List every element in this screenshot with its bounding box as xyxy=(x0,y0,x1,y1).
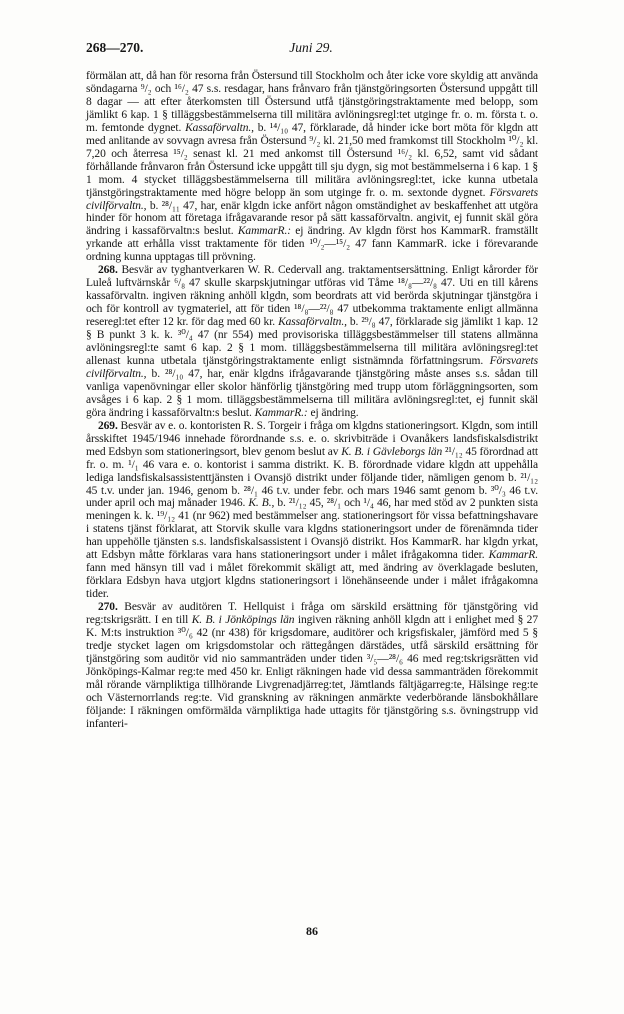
header-case-range: 268—270. xyxy=(86,40,144,55)
case-270-text-1: Besvär av auditören T. Hellquist i fråga om särskild ersättning för tjänstgöring vid reg:tskrigsrätt. I en till xyxy=(86,601,538,627)
case-268-authority-1: Kassaförvaltn., xyxy=(278,316,347,329)
case-268-text-1: Besvär av tyghantverkaren W. R. Cedervall ang. traktamentsersättning. Enligt kårorder för Luleå luftvärnskår ⁶/₈ 47 skulle skarpskjutningar utföras vid Tåme ¹⁸/₈—²²/₈ 47. Uti en till kårens kassaförvaltn. ingiven räkning anhöll klgdn, som beordrats att vid berörda skjutningar tjänstgöra i och för kontroll av tygmateriel, att för tiden ¹⁸/₈—²²/₈ 47 utbekomma traktamente enligt allmänna reseregl:tet efter 12 kr. för dag med 60 kr. xyxy=(86,264,539,329)
document-body xyxy=(86,70,538,731)
case-269-authority-2: K. B., xyxy=(248,497,275,510)
intro-authority-1: Kassaförvaltn., xyxy=(185,121,254,134)
case-269-text-4: fann med hänsyn till vad i målet förekommit skäligt att, med ändring av överklagade besluten, förklara Edsbyn hava utgjort klgdns stationeringsort i lönehänseende under i målet ifrågakomna tider. xyxy=(86,562,538,601)
case-269-text-3: b. ²¹/₁₂ 45, ²⁸/₁ och ¹/₄ 46, har med stöd av 2 punkten sista meningen k. k. ¹⁹/₁₂ 41 (nr 962) med bestämmelser ang. stationeringsort för vissa befattningshavare i statens tjänst förklarat, att Storvik skulle vara klgdns stationeringsort under de förenämnda tider han uppehölle tjänsten s.s. landsfiskalsassistent i Ovansjö distrikt. Hos KammarR. har klgdn yrkat, att Edsbyn måtte förklaras vara hans stationeringsort under i målet ifrågakomna tider. xyxy=(86,497,538,562)
case-268-paragraph xyxy=(86,264,538,419)
case-269-authority-1: K. B. i Gävleborgs län xyxy=(341,445,443,458)
case-270-authority-1: K. B. i Jönköpings län xyxy=(191,614,295,627)
intro-authority-2: Försvarets civilförvaltn., xyxy=(86,186,539,212)
case-270-paragraph xyxy=(86,601,538,731)
case-269-text-2: ²¹/₁₂ 45 förordnad att fr. o. m. ¹/₁ 46 vara e. o. kontorist i samma distrikt. K. B. förordnade vidare klgdn att uppehålla lediga landsfiskalsassistenttjänsten i Ovansjö distrikt under följande tider, nämligen genom b. ²¹/₁₂ 45 t.v. under jan. 1946, genom b. ²⁸/₁ 46 t.v. under febr. och mars 1946 samt genom b. ³⁰/₃ 46 t.v. under april och maj månader 1946. xyxy=(86,445,539,510)
header-date: Juni 29. xyxy=(289,40,333,55)
intro-text-1: förmälan att, då han för resorna från Östersund till Stockholm och åter icke vore skyldig att använda söndagarna ⁹/₂ och ¹⁶/₂ 47 s.s. resdagar, hans frånvaro från tjänstgöringsorten Östersund uppgått till 8 dagar — att efter återkomsten till Östersund utfå tjänstgöringstraktamente med belopp, som jämlikt 6 kap. 1 § tilläggsbestämmelserna till militära avlöningsregl:tet utginge fr. o. m. första t. o. m. femtonde dygnet. xyxy=(86,70,538,134)
case-270-number: 270. xyxy=(98,601,118,614)
intro-text-3: b. ²⁸/₁₁ 47, har, enär klgdn icke anfört någon omständighet av beskaffenhet att utgöra hinder för honom att företaga ifrågavarande resor på sätt kassaförvaltn. angivit, ej funnit skäl göra ändring i kassaförvaltn:s beslut. xyxy=(86,199,538,238)
case-269-paragraph xyxy=(86,420,538,601)
page-number: 86 xyxy=(306,924,318,938)
intro-text-4: ej ändring. Av klgdn först hos KammarR. framställt yrkande att erhålla visst traktamente för tiden ¹⁰/₂—¹⁵/₂ 47 fann KammarR. icke i förevarande ordning kunna upptagas till prövning. xyxy=(86,225,539,264)
case-269-authority-3: KammarR. xyxy=(488,549,538,562)
case-270-text-2: ingiven räkning anhöll klgdn att i enlighet med § 27 K. M:ts instruktion ³⁰/₆ 42 (nr 438) för krigsdomare, auditörer och krigsfiskaler, jämförd med 5 § tredje stycket lagen om krigsdomstolar och rättegången därstädes, utfå särskild ersättning för tjänstgöring som auditör vid nio sammanträden under tiden ³/₅—²⁸/₆ 46 med reg:tskrigsrätten vid Jönköpings-Kalmar reg:te med 450 kr. Enligt räkningen hade vid dessa sammanträden förekommit mål rörande värnpliktiga tillhörande Livgrenadjärreg:tet, Jämtlands fältjägarreg:te, Hälsinge reg:te och Västernorrlands reg:te. Vid granskning av räkningen anmärkte vederbörande länsbokhållare följande: I räkningen omförmälda värnpliktiga hade uttagits för tjänstgöring s.s. övningstrupp vid infanteri- xyxy=(86,614,538,730)
case-269-text-1: Besvär av e. o. kontoristen R. S. Torgeir i fråga om klgdns stationeringsort. Klgdn, som intill årsskiftet 1945/1946 innehade förordnande s.s. e. o. skrivbiträde i Ovanåkers landsfiskalsdistrikt med Edsbyn som stationeringsort, blev genom beslut av xyxy=(86,419,538,458)
continued-paragraph xyxy=(86,70,538,264)
intro-text-2: b. ¹⁴/₁₀ 47, förklarade, då hinder icke bort möta för klgdn att med anlitande av sovvagn avresa från Östersund ⁹/₂ kl. 21,50 med framkomst till Stockholm ¹⁰/₂ kl. 7,20 och återresa ¹⁵/₂ senast kl. 21 med ankomst till Östersund ¹⁶/₂ kl. 6,52, samt vid sådant förhållande frånvaron från Östersund icke uppgått till sju dygn, sig mot bestämmelserna i 6 kap. 1 § 1 mom. 4 stycket tilläggsbestämmelserna till militära avlöningsregl:tet, icke kunna utbetala tjänstgöringstraktamente med högre belopp än som utginge fr. o. m. sextonde dygnet. xyxy=(86,121,538,199)
running-header xyxy=(86,40,536,60)
case-268-authority-2: Försvarets civilförvaltn., xyxy=(86,354,538,380)
intro-authority-3: KammarR.: xyxy=(237,225,291,238)
case-268-text-2: b. ²⁹/₈ 47, förklarade sig jämlikt 1 kap. 12 § B punkt 3 k. k. ³⁰/₄ 47 (nr 554) med provisoriska tilläggsbestämmelser till statens allmänna avlöningsregl:te samt 6 kap. 2 § 1 mom. tilläggsbestämmelserna till militära avlöningsregl:tet allenast kunna utbetala tjänstgöringstraktamente enligt sistnämnda författningsrum. xyxy=(86,316,538,367)
case-269-number: 269. xyxy=(98,419,118,432)
case-268-text-3: b. ²⁸/₁₀ 47, har, enär klgdns ifrågavarande tjänstgöring måste anses s.s. sådan till vanliga vapenövningar eller skolor hänförlig tjänstgöring med trupp utom förläggningsorten, som avsåges i 6 kap. 2 § 1 mom. tilläggsbestämmelserna till militära avlöningsregl:tet, ej funnit skäl göra ändring i kassaförvaltn:s beslut. xyxy=(86,367,538,419)
case-268-number: 268. xyxy=(98,264,118,277)
case-268-authority-3: KammarR.: xyxy=(254,406,308,419)
case-268-text-4: ej ändring. xyxy=(310,406,359,419)
